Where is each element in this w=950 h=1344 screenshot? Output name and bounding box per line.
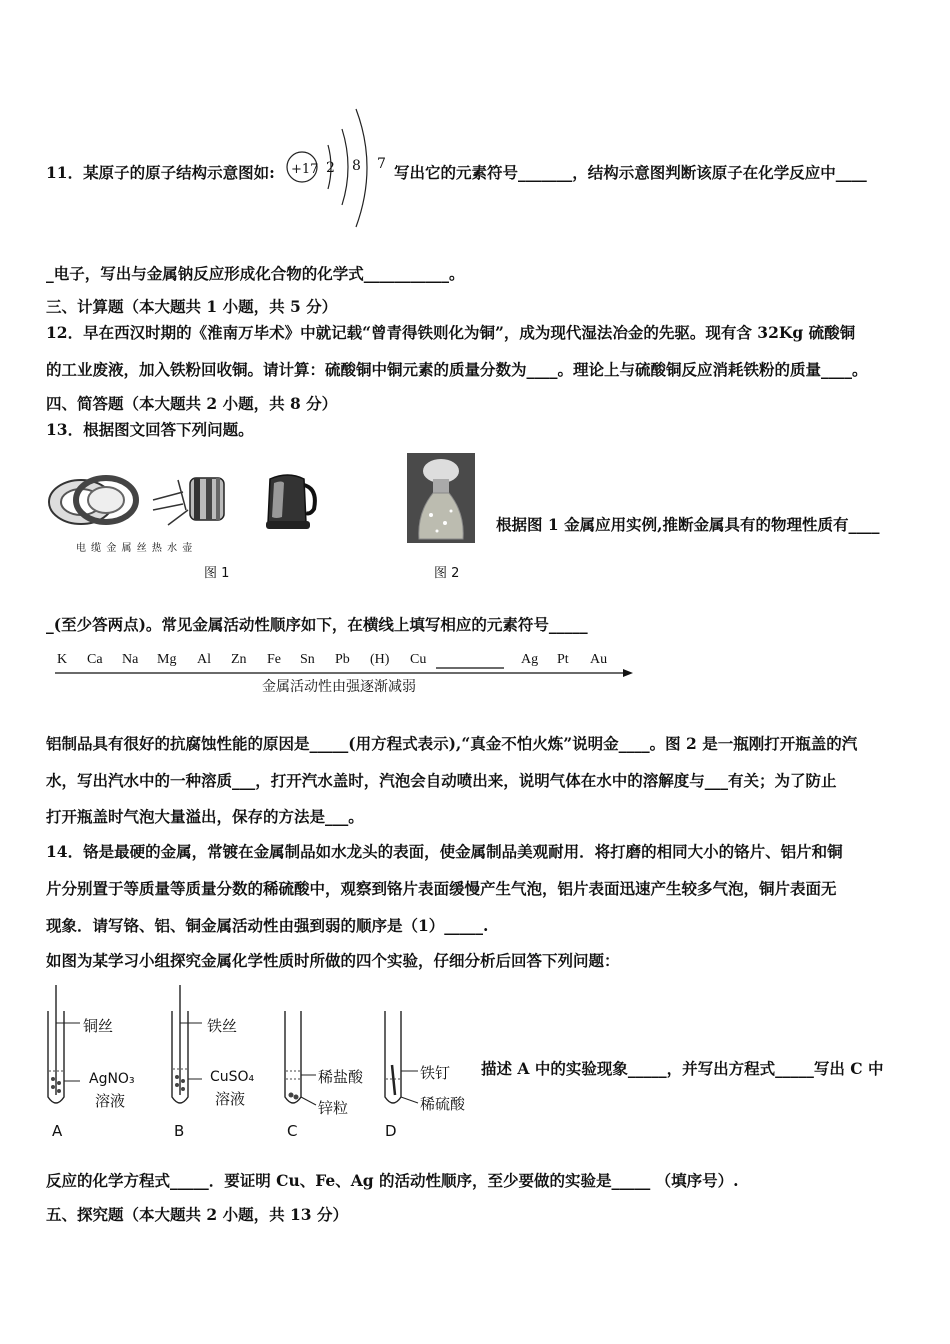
electron-shell-2 [342, 129, 348, 205]
shell-2-count: 8 [352, 158, 361, 174]
q14-line1: 14．铬是最硬的金属，常镀在金属制品如水龙头的表面，使金属制品美观耐用．将打磨的相同大小的铬片、铝片和铜 [46, 842, 843, 861]
series-caption: 金属活动性由强逐渐减弱 [262, 679, 416, 695]
tube-b-solution-1: CuSO₄ [210, 1069, 255, 1085]
tube-a-solution-1: AgNO₃ [89, 1071, 135, 1087]
series-sn: Sn [300, 652, 315, 667]
fig1-items-label: 电 缆 金 属 丝 热 水 壶 [76, 543, 194, 554]
tube-c-solid-label: 锌粒 [318, 1099, 349, 1117]
q13-line-b: _(至少答两点)。常见金属活动性顺序如下，在横线上填写相应的元素符号_____ [46, 615, 588, 634]
tube-d-liquid-label: 稀硫酸 [420, 1095, 466, 1113]
tube-a [48, 985, 80, 1103]
shell-1-count: 2 [326, 160, 335, 176]
shell-3-count: 7 [377, 156, 386, 172]
q12-line1: 12．早在西汉时期的《淮南万毕术》中就记载“曾青得铁则化为铜”，成为现代湿法冶金的先驱。现有含 32Kg 硫酸铜 [46, 323, 856, 342]
q14-line3: 现象．请写铬、铝、铜金属活动性由强到弱的顺序是（1）_____. [46, 916, 489, 935]
nucleus-charge: +17 [291, 162, 319, 177]
kettle-image [258, 465, 320, 533]
tube-d-solid-label: 铁钉 [420, 1064, 451, 1082]
series-ag: Ag [521, 652, 539, 667]
series-mg: Mg [157, 652, 177, 667]
tube-b-wire-label: 铁丝 [207, 1017, 238, 1035]
q14-right-text: 描述 A 中的实验现象_____，并写出方程式_____写出 C 中 [481, 1059, 884, 1078]
series-au: Au [590, 652, 608, 667]
series-cu: Cu [410, 652, 427, 667]
q13-para1: 铝制品具有很好的抗腐蚀性能的原因是_____(用方程式表示),“真金不怕火炼”说明金____。图 2 是一瓶刚打开瓶盖的汽 [46, 734, 858, 753]
q11-line2: _电子，写出与金属钠反应形成化合物的化学式___________。 [46, 264, 465, 283]
tube-b-label: B [174, 1122, 185, 1140]
tube-d [385, 1011, 418, 1103]
q11-intro: 11．某原子的原子结构示意图如: [46, 163, 275, 182]
series-h: (H) [370, 652, 390, 667]
q14-line4: 如图为某学习小组探究金属化学性质时所做的四个实验，仔细分析后回答下列问题： [46, 951, 620, 970]
q12-line2: 的工业废液，加入铁粉回收铜。请计算：硫酸铜中铜元素的质量分数为____。理论上与硫酸铜反应消耗铁粉的质量____。 [46, 360, 868, 379]
q13-right-text: 根据图 1 金属应用实例,推断金属具有的物理性质有____ [496, 515, 880, 534]
series-k: K [57, 652, 68, 667]
tube-b [172, 985, 202, 1103]
cable-image [46, 470, 141, 532]
section-5-heading: 五、探究题（本大题共 2 小题，共 13 分） [46, 1205, 348, 1224]
series-pb: Pb [335, 652, 350, 667]
tube-c [285, 1011, 316, 1105]
fig2-caption: 图 2 [434, 566, 460, 581]
tube-d-label: D [385, 1122, 397, 1140]
series-na: Na [122, 652, 139, 667]
soda-bottle-image [407, 453, 475, 543]
q13-title: 13．根据图文回答下列问题。 [46, 420, 254, 439]
series-al: Al [197, 652, 211, 667]
metal-wire-image [148, 470, 233, 532]
tube-a-solution-2: 溶液 [95, 1092, 126, 1110]
q14-line2: 片分别置于等质量等质量分数的稀硫酸中，观察到铬片表面缓慢产生气泡，铝片表面迅速产生较多气泡，铜片表面无 [46, 879, 837, 898]
series-pt: Pt [557, 652, 569, 667]
tube-c-liquid-label: 稀盐酸 [318, 1068, 364, 1086]
tube-a-label: A [52, 1122, 63, 1140]
q13-para2: 水，写出汽水中的一种溶质___，打开汽水盖时，汽泡会自动喷出来，说明气体在水中的溶解度与___有关；为了防止 [46, 771, 837, 790]
series-ca: Ca [87, 652, 103, 667]
q13-para3: 打开瓶盖时气泡大量溢出，保存的方法是___。 [46, 807, 364, 826]
fig1-caption: 图 1 [204, 566, 230, 581]
section-3-heading: 三、计算题（本大题共 1 小题，共 5 分） [46, 297, 338, 316]
q11-after: 写出它的元素符号_______，结构示意图判断该原子在化学反应中____ [394, 163, 867, 182]
series-fe: Fe [267, 652, 281, 667]
series-zn: Zn [231, 652, 247, 667]
section-4-heading: 四、简答题（本大题共 2 小题，共 8 分） [46, 394, 338, 413]
tube-b-solution-2: 溶液 [215, 1090, 246, 1108]
q14-line5: 反应的化学方程式_____．要证明 Cu、Fe、Ag 的活动性顺序，至少要做的实验是_____ （填序号）. [46, 1171, 739, 1190]
tube-a-wire-label: 铜丝 [83, 1017, 114, 1035]
tube-c-label: C [287, 1122, 298, 1140]
